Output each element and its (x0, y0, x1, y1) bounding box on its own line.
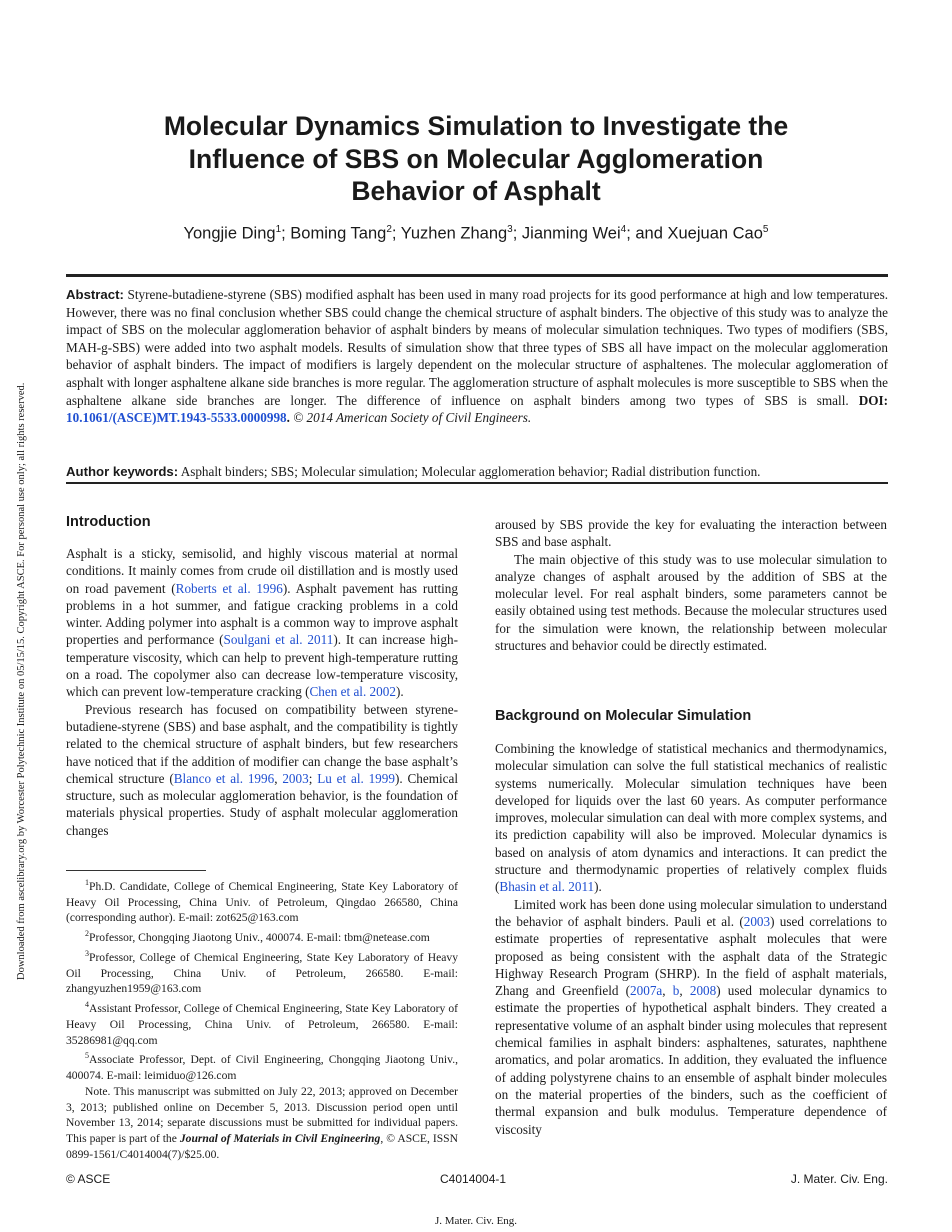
author-name: Yuzhen Zhang (400, 224, 508, 243)
footnote (66, 926, 458, 946)
background-body (495, 740, 887, 1138)
footnote (66, 1048, 458, 1083)
body-text: ) used molecular dynamics to estimate the properties of hypothetical asphalt binders. They created a representative volume of an asphalt binder using molecules that represent chemical families in asphalt binders: asphaltenes, saturates, naphthene aromatics, and polar aromatics. In addition, they evaluated the influence of adding polystyrene chains to an ensemble of asphalt binder molecules on the material properties of the binders, such as the coefficient of thermal expansion and bulk modulus. Temperature dependence of viscosity (495, 983, 888, 1137)
paragraph (66, 545, 458, 701)
title-line: Molecular Dynamics Simulation to Investigate the (163, 111, 789, 141)
author-name: Yongjie Ding (183, 224, 276, 243)
submission-note (66, 1084, 458, 1163)
journal-name: Journal of Materials in Civil Engineering (179, 1132, 381, 1146)
abstract-label: Abstract: (66, 287, 124, 302)
body-text: ). Chemical structure, such as molecular agglomeration behavior, is the foundation of materials physical properties. Study of asphalt molecular agglomeration changes (66, 770, 458, 838)
body-text: , (274, 770, 283, 786)
footnote-number: 5 (85, 1051, 89, 1061)
body-text: , (679, 983, 690, 999)
author-keywords (66, 463, 888, 481)
footnote-number: 4 (85, 1000, 89, 1010)
paragraph (66, 701, 458, 839)
intro-continued (495, 516, 887, 654)
body-text: Limited work has been done using molecular simulation to understand the behavior of asphalt binders. Pauli et al. ( (495, 896, 887, 929)
footnote-text: Associate Professor, Dept. of Civil Engineering, Chongqing Jiaotong Univ., 400074. E-mail: leimiduo@126.com (66, 1053, 458, 1083)
author-name: Xuejuan Cao (667, 224, 763, 243)
introduction-body (66, 545, 458, 839)
section-heading-introduction: Introduction (66, 514, 151, 530)
title-line: Influence of SBS on Molecular Agglomeration (188, 143, 764, 174)
citation-link[interactable]: 2007a (630, 983, 663, 999)
section-heading-background: Background on Molecular Simulation (495, 708, 752, 724)
download-watermark-text: Downloaded from ascelibrary.org by Worcester Polytechnic Institute on 05/15/15. Copyright ASCE. For personal use only; all rights reserved. (16, 382, 27, 980)
note-text: Note. This manuscript was submitted on July 22, 2013; approved on December 3, 2013; published online on December 5, 2013. Discussion period open until November 13, 2014; separate discussions must be submitted for individual papers. This paper is part of the (66, 1084, 458, 1146)
body-text: ) used correlations to estimate properties of representative asphalt molecules that were proposed as being consistent with the asphalt data of the Strategic Highway Research Program (SHRP). In the field of asphalt materials, Zhang and Greenfield ( (495, 913, 887, 999)
keywords-rule (66, 482, 888, 484)
citation-link[interactable]: Soulgani et al. 2011 (223, 632, 334, 648)
footnote-rule (66, 870, 206, 871)
footnote-number: 2 (85, 929, 89, 939)
keywords-text: Asphalt binders; SBS; Molecular simulation; Molecular agglomeration behavior; Radial distribution function. (180, 464, 761, 479)
author-affiliation-number: 3 (507, 224, 513, 235)
footnote-text: Professor, Chongqing Jiaotong Univ., 400074. E-mail: tbm@netease.com (89, 931, 430, 945)
paragraph: aroused by SBS provide the key for evaluating the interaction between SBS and base asphalt. (495, 517, 887, 550)
body-text: ). It can increase high-temperature viscosity, which can help to prevent high-temperature rutting on a road. The copolymer also can decrease low-temperature viscosity, which can prevent low-temperature cracking ( (66, 632, 458, 700)
citation-link[interactable]: Blanco et al. 1996 (173, 770, 275, 786)
download-watermark (2, 260, 27, 980)
footnote-number: 1 (85, 878, 89, 887)
citation-link[interactable]: Chen et al. 2002 (309, 684, 396, 700)
citation-link[interactable]: Lu et al. 1999 (317, 770, 395, 786)
author-affiliation-number: 5 (762, 224, 769, 235)
body-text: Previous research has focused on compatibility between styrene-butadiene-styrene (SBS) and base asphalt, and the compatibility is tightly related to the chemical structure of asphalt binders, but few researchers have noticed that if the addition of modifier can change the base asphalt’s chemical structure ( (66, 701, 458, 786)
body-text: , (662, 983, 673, 999)
author-name: Jianming Wei (521, 224, 621, 243)
author-list: Yongjie Ding$^1$; Boming Tang$^2$; Yuzhen Zhang$^3$; Jianming Wei$^4$; and Xuejuan Cao$^5$ (183, 224, 769, 243)
footnote (66, 946, 458, 997)
abstract-text: Styrene-butadiene-styrene (SBS) modified asphalt has been used in many road projects for its good performance at high and low temperatures. However, there was no final conclusion whether SBS could change the chemical structure of asphalt binders. The objective of this study was to analyze the impact of SBS on the molecular agglomeration behavior of asphalt binders by means of molecular simulation techniques. Two types of modifiers (SBS, MAH-g-SBS) were added into two asphalt models. Results of simulation show that three types of SBS all have impact on the molecular agglomeration behavior of asphalt binders. The impact of modifiers is largely dependent on the molecular structure of asphaltenes. The molecular agglomeration of asphalt with longer asphaltene alkane side branches is more regular. The agglomeration structure of asphalt molecules is more susceptible to SBS when the asphaltene alkane side branches are longer. The difference of influence on asphalt binders among two types of SBS is small. (66, 287, 888, 408)
footnote-text: Professor, College of Chemical Engineering, State Key Laboratory of Heavy Oil Processing, China Univ. of Petroleum, 266580. E-mail: zhangyuzhen1959@163.com (66, 950, 458, 996)
citation-link[interactable]: Roberts et al. 1996 (175, 580, 283, 596)
author-affiliation-number: 2 (386, 224, 392, 235)
body-text: Asphalt is a sticky, semisolid, and highly viscous material at normal conditions. It mainly comes from crude oil distillation and is mostly used on road pavement ( (66, 546, 458, 596)
footer-journal: J. Mater. Civ. Eng. (790, 1172, 888, 1186)
paragraph (495, 896, 887, 1138)
paragraph: The main objective of this study was to use molecular simulation to analyze changes of asphalt aroused by the addition of SBS at the molecular level. For real asphalt binders, some parameters cannot be easily obtained using test methods. Because the molecular structures used for the simulation were known, the relationship between molecular structures and behavior could be directly estimated. (495, 551, 887, 654)
abstract: Abstract: Styrene-butadiene-styrene (SBS) modified asphalt has been used in many road projects for its good performance at high and low temperatures. However, there was no final conclusion whether SBS could change the chemical structure of asphalt binders. The objective of this study was to analyze the impact of SBS on the molecular agglomeration behavior of asphalt binders by means of molecular simulation techniques. Two types of modifiers (SBS, MAH-g-SBS) were added into two asphalt models. Results of simulation show that three types of SBS all have impact on the molecular agglomeration behavior of asphalt binders. The impact of modifiers is largely dependent on the molecular structure of asphaltenes. The molecular agglomeration of asphalt with longer asphaltene alkane side branches is more regular. The agglomeration structure of asphalt molecules is more susceptible to SBS when the asphaltene alkane side branches are longer. The difference of influence on asphalt binders among two types of SBS is small. DOI: 10.1061/(ASCE)MT.1943-5533.0000998. © 2014 American Society of Civil Engineers. (66, 287, 889, 426)
citation-link[interactable]: b (672, 983, 680, 999)
doi-label: DOI: (858, 392, 889, 408)
bottom-journal-name: J. Mater. Civ. Eng. (434, 1215, 518, 1227)
doi-link[interactable]: 10.1061/(ASCE)MT.1943-5533.0000998 (66, 410, 287, 426)
citation-link[interactable]: 2003 (282, 770, 309, 786)
footer-copyright: © ASCE (66, 1172, 111, 1186)
author-name: Boming Tang (290, 224, 387, 243)
keywords-label: Author keywords: (66, 464, 179, 479)
abstract-copyright: © 2014 American Society of Civil Engineers. (293, 410, 532, 426)
footnote-text: Assistant Professor, College of Chemical Engineering, State Key Laboratory of Heavy Oil Processing, China Univ. of Petroleum, 266580. E-mail: 35286981@qq.com (66, 1002, 458, 1047)
paragraph (495, 740, 887, 896)
body-text: ). (594, 879, 602, 895)
paper-title (100, 110, 852, 208)
body-text: Combining the knowledge of statistical mechanics and thermodynamics, molecular simulation can solve the full statistical mechanics of realistic systems numerically. Molecular simulation techniques have been developed for liquids over the last 60 years. As computer performance improves, molecular simulation can deal with more complex systems, and its prediction capability will also be improved. Molecular dynamics is based on analysis of atom dynamics and interactions. It can predict the structure and thermodynamic properties of relatively complex fluids ( (495, 741, 887, 895)
body-text: ). Asphalt pavement has rutting problems in a hot summer, and fatigue cracking problems in a cold winter. Adding polymer into asphalt is a common way to improve asphalt properties and performance ( (66, 580, 458, 648)
body-text: ). (395, 684, 404, 700)
footnotes (66, 875, 458, 1163)
footnote (66, 997, 458, 1048)
footer-article-id: C4014004-1 (440, 1172, 507, 1186)
body-text: ; (308, 770, 318, 786)
footnote-number: 3 (85, 948, 89, 958)
note-text: , © ASCE, ISSN 0899-1561/C4014004(7)/$25.00. (66, 1132, 458, 1162)
author-affiliation-number: 4 (620, 224, 627, 235)
citation-link[interactable]: Bhasin et al. 2011 (499, 879, 595, 895)
title-line: Behavior of Asphalt (351, 176, 601, 206)
footnote-text: Ph.D. Candidate, College of Chemical Engineering, State Key Laboratory of Heavy Oil Processing, China Univ. of Petroleum, Qingdao 266580, China (corresponding author). E-mail: zot625@163.com (66, 879, 458, 925)
citation-link[interactable]: 2003 (743, 913, 771, 929)
footnote (66, 875, 458, 926)
top-rule (66, 274, 888, 277)
author-affiliation-number: 1 (275, 224, 282, 235)
citation-link[interactable]: 2008 (689, 983, 717, 999)
